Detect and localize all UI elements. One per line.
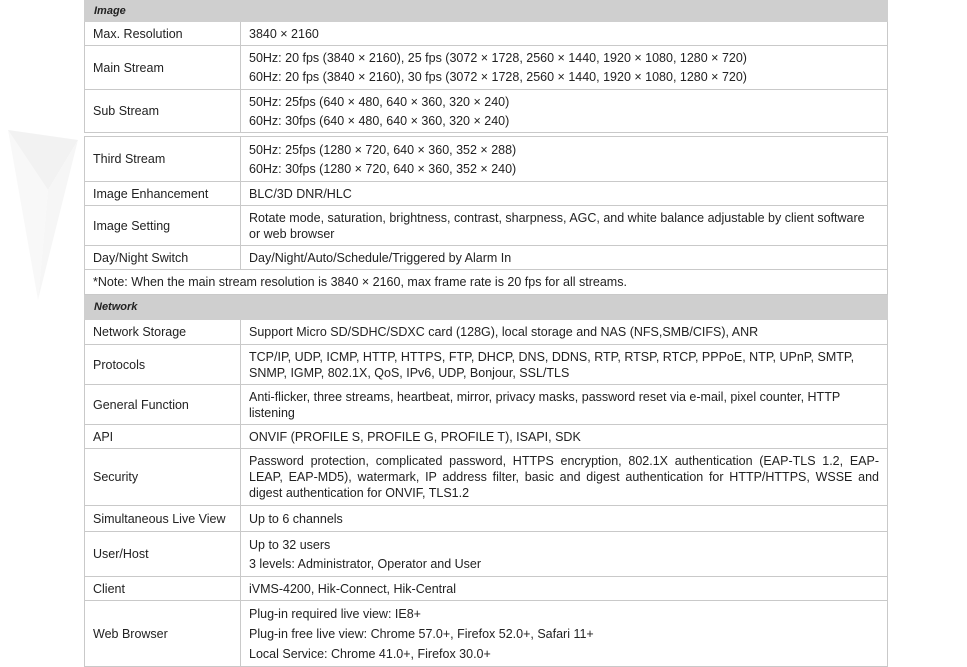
spec-value-line: 50Hz: 25fps (640 × 480, 640 × 360, 320 × 240) xyxy=(249,94,510,109)
spec-value-line: BLC/3D DNR/HLC xyxy=(249,186,352,201)
spec-value-line: Up to 32 users xyxy=(249,537,331,552)
spec-row xyxy=(84,449,888,506)
spec-value xyxy=(241,137,887,181)
watermark-logo xyxy=(8,130,83,305)
spec-label: Third Stream xyxy=(85,137,241,181)
spec-value-line: Anti-flicker, three streams, heartbeat, mirror, privacy masks, password reset via e-mail, pixel counter, HTTP listening xyxy=(249,389,840,420)
spec-value xyxy=(241,425,887,448)
spec-label: User/Host xyxy=(85,532,241,576)
spec-label: Simultaneous Live View xyxy=(85,506,241,531)
spec-value xyxy=(241,90,887,132)
spec-value xyxy=(241,22,887,45)
spec-label: Image Enhancement xyxy=(85,182,241,205)
spec-value xyxy=(241,506,887,531)
spec-row xyxy=(84,345,888,385)
spec-value xyxy=(241,206,887,245)
spec-row xyxy=(84,46,888,90)
spec-row xyxy=(84,182,888,206)
spec-value xyxy=(241,601,887,666)
spec-row xyxy=(84,577,888,601)
spec-value-line: 3 levels: Administrator, Operator and User xyxy=(249,556,482,571)
spec-label: Max. Resolution xyxy=(85,22,241,45)
spec-row xyxy=(84,601,888,667)
spec-row xyxy=(84,385,888,425)
spec-value-line: 3840 × 2160 xyxy=(249,26,319,41)
spec-value-line: Local Service: Chrome 41.0+, Firefox 30.0+ xyxy=(249,646,491,661)
section-header: Image xyxy=(84,0,888,22)
spec-value xyxy=(241,345,887,384)
spec-value-line: Plug-in free live view: Chrome 57.0+, Firefox 52.0+, Safari 11+ xyxy=(249,626,594,641)
spec-value xyxy=(241,182,887,205)
spec-value-line: TCP/IP, UDP, ICMP, HTTP, HTTPS, FTP, DHCP, DNS, DDNS, RTP, RTSP, RTCP, PPPoE, NTP, UPnP, SMTP, SNMP, IGMP, 802.1X, QoS, IPv6, UDP, Bonjour, SSL/TLS xyxy=(249,349,855,380)
spec-label: Image Setting xyxy=(85,206,241,245)
spec-value xyxy=(241,449,887,505)
spec-value-line: Plug-in required live view: IE8+ xyxy=(249,606,421,621)
spec-value-line: iVMS-4200, Hik-Connect, Hik-Central xyxy=(249,581,457,596)
spec-label: Client xyxy=(85,577,241,600)
spec-value-line: Day/Night/Auto/Schedule/Triggered by Alarm In xyxy=(249,250,512,265)
spec-label: Web Browser xyxy=(85,601,241,666)
spec-row xyxy=(84,137,888,182)
spec-value xyxy=(241,577,887,600)
spec-row xyxy=(84,90,888,133)
spec-label: API xyxy=(85,425,241,448)
spec-value xyxy=(241,320,887,344)
spec-label: Protocols xyxy=(85,345,241,384)
spec-row xyxy=(84,425,888,449)
spec-row xyxy=(84,246,888,270)
spec-label: Sub Stream xyxy=(85,90,241,132)
spec-label: Network Storage xyxy=(85,320,241,344)
spec-label: Security xyxy=(85,449,241,505)
spec-label: General Function xyxy=(85,385,241,424)
spec-value-line: Support Micro SD/SDHC/SDXC card (128G), local storage and NAS (NFS,SMB/CIFS), ANR xyxy=(249,325,759,339)
spec-value-line: Rotate mode, saturation, brightness, contrast, sharpness, AGC, and white balance adjustable by client software or web browser xyxy=(249,210,865,241)
spec-label: Main Stream xyxy=(85,46,241,89)
spec-value-line: 60Hz: 30fps (640 × 480, 640 × 360, 320 × 240) xyxy=(249,113,510,128)
spec-value-line: Password protection, complicated password, HTTPS encryption, 802.1X authentication (EAP-TLS 1.2, EAP-LEAP, EAP-MD5), watermark, IP address filter, basic and digest authentication for HTTP/HTTPS, WSSE and digest authentication for ONVIF, TLS1.2 xyxy=(249,454,879,500)
spec-value-line: 60Hz: 30fps (1280 × 720, 640 × 360, 352 × 240) xyxy=(249,161,517,176)
spec-row xyxy=(84,206,888,246)
spec-value-line: 50Hz: 20 fps (3840 × 2160), 25 fps (3072 × 1728, 2560 × 1440, 1920 × 1080, 1280 × 720) xyxy=(249,51,747,65)
spec-value xyxy=(241,385,887,424)
spec-row xyxy=(84,320,888,345)
spec-value xyxy=(241,532,887,576)
spec-value-line: ONVIF (PROFILE S, PROFILE G, PROFILE T), ISAPI, SDK xyxy=(249,429,581,444)
spec-value-line: 50Hz: 25fps (1280 × 720, 640 × 360, 352 × 288) xyxy=(249,142,517,157)
spec-value-line: Up to 6 channels xyxy=(249,511,343,526)
spec-row xyxy=(84,22,888,46)
spec-value xyxy=(241,246,887,269)
spec-value-line: 60Hz: 20 fps (3840 × 2160), 30 fps (3072 × 1728, 2560 × 1440, 1920 × 1080, 1280 × 720) xyxy=(249,70,747,84)
note-row: *Note: When the main stream resolution is 3840 × 2160, max frame rate is 20 fps for all streams. xyxy=(84,270,888,295)
spec-label: Day/Night Switch xyxy=(85,246,241,269)
spec-row xyxy=(84,532,888,577)
spec-table xyxy=(84,0,888,667)
spec-row xyxy=(84,506,888,532)
section-header: Network xyxy=(84,295,888,320)
spec-value xyxy=(241,46,887,89)
